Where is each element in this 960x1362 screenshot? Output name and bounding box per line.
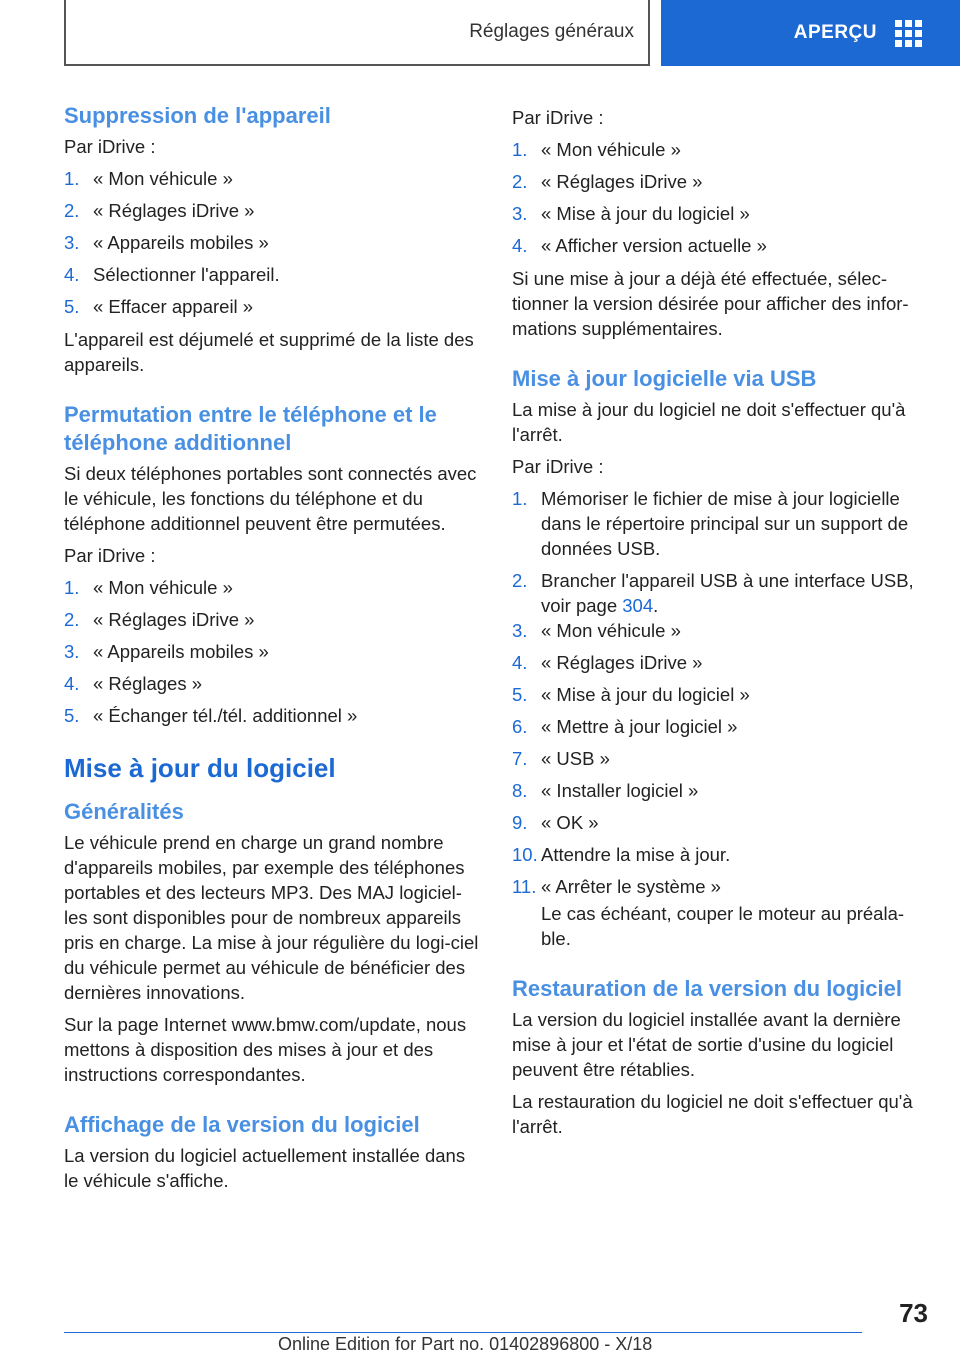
list-item-text: « Mon véhicule »: [93, 168, 233, 189]
affichage-outro: Si une mise à jour a déjà été effectuée, sélec-tionner la version désirée pour afficher des infor-mations supplémentaires.: [512, 268, 909, 339]
page-link-304[interactable]: 304: [622, 595, 654, 616]
list-item: [512, 746, 928, 771]
generalites-p1: Le véhicule prend en charge un grand nombre d'appareils mobiles, par exemple des téléphones portables et des lecteurs MP3. Des MAJ logiciel-les sont disponibles pour de nombreux appareils pris en charge. La mise à jour régulière du logi-ciel du véhicule permet au véhicule de bénéficier des dernières innovations.: [64, 832, 479, 1003]
list-item-text: « Afficher version actuelle »: [541, 235, 767, 256]
list-item-number: 2.: [512, 171, 528, 192]
list-item-number: 11.: [512, 876, 537, 897]
list-item-text: Sélectionner l'appareil.: [93, 264, 280, 285]
list-item: [64, 198, 480, 223]
heading-mise-a-jour: Mise à jour du logiciel: [64, 753, 336, 783]
left-column: [64, 96, 480, 1200]
list-item: 2. Brancher l'appareil USB à une interface USB, voir page 304.: [512, 570, 914, 616]
list-item-number: 5.: [64, 705, 80, 726]
generalites-p2: Sur la page Internet www.bmw.com/update, nous mettons à disposition des mises à jour et des instructions correspondantes.: [64, 1014, 467, 1085]
list-item: [512, 201, 928, 226]
list-item: [512, 874, 928, 899]
list-item-text: « Appareils mobiles »: [93, 641, 269, 662]
heading-affichage: Affichage de la version du logiciel: [64, 1112, 420, 1137]
overview-label: APERÇU: [793, 22, 877, 43]
list-item-text: « Mon véhicule »: [541, 620, 681, 641]
list-item: [64, 575, 480, 600]
list-item: [64, 639, 480, 664]
affichage-steps: [512, 137, 928, 258]
list-item-text: « Mise à jour du logiciel »: [541, 203, 750, 224]
list-item: [512, 842, 928, 867]
list-item-number: 1.: [512, 139, 528, 160]
right-column: [512, 96, 928, 1146]
list-item: [512, 682, 928, 707]
suppression-outro: L'appareil est déjumelé et supprimé de la liste des appareils.: [64, 329, 474, 375]
list-item-text: « Réglages »: [93, 673, 203, 694]
list-item-number: 5.: [512, 684, 528, 705]
permutation-intro: Par iDrive :: [64, 545, 156, 566]
heading-restauration: Restauration de la version du logiciel: [512, 976, 902, 1001]
usb-steps: [512, 486, 928, 618]
usb-intro: Par iDrive :: [512, 456, 604, 477]
list-item-number: 3.: [64, 641, 80, 662]
header-section-tab[interactable]: [64, 0, 650, 66]
grid-menu-icon: [895, 20, 922, 47]
heading-usb: Mise à jour logicielle via USB: [512, 366, 817, 391]
list-item-number: 9.: [512, 812, 528, 833]
list-item-number: 7.: [512, 748, 528, 769]
list-item-number: 4.: [64, 673, 80, 694]
list-item-number: 4.: [512, 652, 528, 673]
list-item-number: 4.: [512, 235, 528, 256]
list-item: [64, 262, 480, 287]
list-item-number: 10.: [512, 844, 538, 865]
list-item-text: « Installer logiciel »: [541, 780, 699, 801]
suppression-intro: Par iDrive :: [64, 136, 156, 157]
list-item-number: 3.: [512, 620, 528, 641]
heading-suppression: Suppression de l'appareil: [64, 103, 331, 128]
header-section-label: Réglages généraux: [469, 21, 634, 42]
list-item: [64, 230, 480, 255]
overview-button[interactable]: [661, 0, 960, 66]
list-item-text: « USB »: [541, 748, 610, 769]
suppression-steps: [64, 166, 480, 319]
list-item-number: 3.: [64, 232, 80, 253]
list-item: [512, 650, 928, 675]
footer-divider: [64, 1332, 862, 1333]
list-item-number: 5.: [64, 296, 80, 317]
list-item: [512, 618, 928, 643]
usb-body: La mise à jour du logiciel ne doit s'effectuer qu'à l'arrêt.: [512, 399, 906, 445]
usb-note: Le cas échéant, couper le moteur au préala-ble.: [541, 903, 905, 949]
list-item-number: 1.: [64, 577, 80, 598]
list-item-text: « Arrêter le système »: [541, 876, 721, 897]
list-item-text: « Réglages iDrive »: [93, 200, 255, 221]
permutation-steps: [64, 575, 480, 728]
list-item-text: Attendre la mise à jour.: [541, 844, 731, 865]
list-item-number: 8.: [512, 780, 528, 801]
list-item-text: « Mon véhicule »: [541, 139, 681, 160]
list-item: [512, 233, 928, 258]
list-item: [512, 810, 928, 835]
restauration-p2: La restauration du logiciel ne doit s'effectuer qu'à l'arrêt.: [512, 1091, 913, 1137]
list-item-number: 2.: [64, 200, 80, 221]
list-item-text: « Mettre à jour logiciel »: [541, 716, 738, 737]
heading-permutation: Permutation entre le téléphone et le téléphone additionnel: [64, 402, 437, 455]
list-item: [512, 714, 928, 739]
list-item-number: 4.: [64, 264, 80, 285]
list-item-text: « Échanger tél./tél. additionnel »: [93, 705, 358, 726]
heading-generalites: Généralités: [64, 799, 184, 824]
list-item-number: 1.: [64, 168, 80, 189]
usb-steps-cont: [512, 618, 928, 899]
permutation-body: Si deux téléphones portables sont connectés avec le véhicule, les fonctions du téléphone et du téléphone additionnel peuvent être permutées.: [64, 463, 477, 534]
list-item-text: « Réglages iDrive »: [93, 609, 255, 630]
list-item: [64, 671, 480, 696]
footer-edition: Online Edition for Part no. 01402896800 - X/18: [278, 1334, 653, 1354]
list-item-number: 2.: [64, 609, 80, 630]
affichage-body: La version du logiciel actuellement installée dans le véhicule s'affiche.: [64, 1145, 466, 1191]
list-item: [64, 294, 480, 319]
list-item-text: « OK »: [541, 812, 599, 833]
list-item-number: 3.: [512, 203, 528, 224]
list-item: [64, 703, 480, 728]
list-item-text: « Mon véhicule »: [93, 577, 233, 598]
affichage-intro: Par iDrive :: [512, 107, 604, 128]
list-item-text: « Réglages iDrive »: [541, 171, 703, 192]
list-item: [512, 169, 928, 194]
list-item: [64, 166, 480, 191]
list-item: [64, 607, 480, 632]
list-item: 1. Mémoriser le fichier de mise à jour logicielle dans le répertoire principal sur un support de données USB.: [512, 488, 909, 559]
restauration-p1: La version du logiciel installée avant la dernière mise à jour et l'état de sortie d'usine du logiciel peuvent être rétablies.: [512, 1009, 901, 1080]
list-item: [512, 778, 928, 803]
page-number: 73: [899, 1298, 928, 1328]
list-item-number: 6.: [512, 716, 528, 737]
list-item-text: « Réglages iDrive »: [541, 652, 703, 673]
list-item-text: « Mise à jour du logiciel »: [541, 684, 750, 705]
list-item-text: « Effacer appareil »: [93, 296, 254, 317]
list-item: [512, 137, 928, 162]
list-item-text: « Appareils mobiles »: [93, 232, 269, 253]
